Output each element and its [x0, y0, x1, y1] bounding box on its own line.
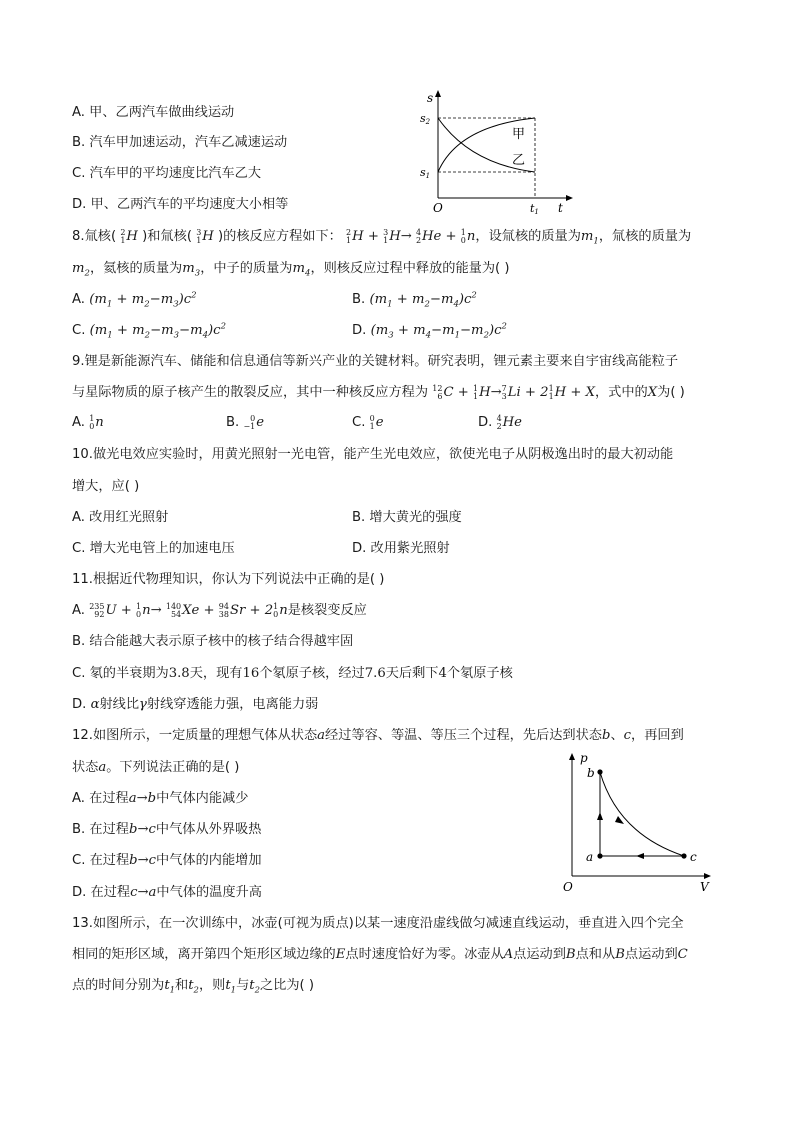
- q7-yi-label: 乙: [512, 153, 526, 168]
- q10-stem-line1: 10.做光电效应实验时，用黄光照射一光电管，能产生光电效应，欲使光电子从阴极逸出时的最大初动能: [72, 447, 674, 462]
- q12-stem-line1: 12.如图所示，一定质量的理想气体从状态a经过等容、等温、等压三个过程，先后达到状态b、c，再回到: [72, 728, 684, 743]
- q10-option-a: A. 改用红光照射: [72, 510, 169, 525]
- q12-point-c: [681, 853, 686, 858]
- q7-s-axis-arrow: [435, 90, 441, 97]
- q9-option-d: D. 4 2 He: [478, 413, 522, 431]
- q10-option-d: D. 改用紫光照射: [352, 541, 450, 556]
- q7-t-axis-arrow: [566, 195, 573, 201]
- q13-stem-line2: 相同的矩形区域，离开第四个矩形区域边缘的E点时速度恰好为零。冰壶从A点运动到B点和从B点运动到C: [72, 947, 688, 962]
- q8-option-b: B. $(m_1 + m_2-m_4)c^2$: [352, 290, 477, 310]
- q7-s-label: s: [427, 91, 434, 105]
- q9-option-a: A. 1 0 n: [72, 413, 104, 431]
- q7-t-label: t: [558, 201, 563, 214]
- q12-option-b: B. 在过程b→c中气体从外界吸热: [72, 822, 262, 837]
- q8-stem-line2: $m_2$，氦核的质量为$m_3$，中子的质量为$m_4$，则核反应过程中释放的能量为( ): [72, 261, 510, 279]
- q12-arrow-ab: [597, 812, 603, 820]
- q9-stem-line1: 9.锂是新能源汽车、储能和信息通信等新兴产业的关键材料。研究表明，锂元素主要来自宇宙线高能粒子: [72, 354, 679, 369]
- q7-option-c: C. 汽车甲的平均速度比汽车乙大: [72, 166, 262, 181]
- q12-v-axis-arrow: [704, 873, 711, 879]
- q11-option-a: A. 235 92 U + 1 0 n→ 140 54 Xe + 94 38 Sr + 2 1 0 n是核裂变反应: [72, 601, 367, 619]
- q12-p-axis-arrow: [569, 753, 575, 760]
- q12-c-label: c: [690, 850, 697, 864]
- q12-option-d: D. 在过程c→a中气体的温度升高: [72, 885, 262, 900]
- q13-stem-line3: 点的时间分别为$t_1$和$t_2$，则$t_1$与$t_2$之比为( ): [72, 978, 315, 996]
- q10-option-c: C. 增大光电管上的加速电压: [72, 541, 235, 556]
- q12-point-a: [597, 853, 602, 858]
- q8-option-d: D. $(m_3 + m_4-m_1-m_2)c^2$: [352, 321, 507, 341]
- q11-stem: 11.根据近代物理知识，你认为下列说法中正确的是( ): [72, 572, 385, 587]
- q7-option-a: A. 甲、乙两汽车做曲线运动: [72, 105, 235, 120]
- q12-b-label: b: [587, 766, 595, 780]
- q10-stem-line2: 增大，应( ): [72, 479, 140, 494]
- q13-stem-line1: 13.如图所示，在一次训练中，冰壶(可视为质点)以某一速度沿虚线做匀减速直线运动，垂直进入四个完全: [72, 916, 684, 931]
- q12-p-label: p: [580, 751, 588, 765]
- q12-origin-label: O: [563, 880, 573, 894]
- q12-stem-line2: 状态a。下列说法正确的是( ): [72, 760, 240, 775]
- q11-option-c: C. 氡的半衰期为3.8天，现有16个氡原子核，经过7.6天后剩下4个氡原子核: [72, 666, 513, 681]
- q7-jia-label: 甲: [512, 127, 526, 142]
- q7-option-b: B. 汽车甲加速运动，汽车乙减速运动: [72, 135, 288, 150]
- q7-s2-label: s2: [420, 112, 431, 126]
- q12-pv-diagram: [560, 750, 720, 896]
- q12-point-b: [597, 769, 602, 774]
- q12-arrow-bc: [615, 816, 624, 824]
- q9-option-c: C. 0 1 e: [352, 413, 384, 431]
- q12-option-a: A. 在过程a→b中气体内能减少: [72, 791, 249, 806]
- q7-st-graph: [418, 88, 578, 214]
- q8-stem-line1: 8.氚核( 2 1 H )和氚核( 3 1 H )的核反应方程如下： 2 1 H + 3 1 H→ 4 2 He + 1 0 n，设氚核的质量为$m_1$，氚核的质量为: [72, 227, 692, 247]
- q9-option-b: B. 0 −1 e: [226, 413, 265, 431]
- q12-a-label: a: [586, 850, 594, 864]
- q7-s1-label: s1: [420, 166, 431, 180]
- q7-t1-label: t1: [530, 202, 539, 214]
- q12-arrow-ca: [636, 853, 644, 859]
- q8-option-a: A. $(m_1 + m_2-m_3)c^2$: [72, 290, 197, 310]
- q8-option-c: C. $(m_1 + m_2-m_3-m_4)c^2$: [72, 321, 226, 341]
- q7-option-d: D. 甲、乙两汽车的平均速度大小相等: [72, 197, 289, 212]
- q11-option-d: D. α射线比γ射线穿透能力强，电离能力弱: [72, 697, 319, 712]
- q7-origin-label: O: [433, 201, 443, 214]
- q12-process-bc: [600, 772, 684, 856]
- q11-option-b: B. 结合能越大表示原子核中的核子结合得越牢固: [72, 634, 354, 649]
- q9-stem-line2: 与星际物质的原子核产生的散裂反应，其中一种核反应方程为 12 6 C + 1 1 H→ 7 3 Li + 2 1 1 H + X，式中的X为( ): [72, 383, 685, 401]
- q10-option-b: B. 增大黄光的强度: [352, 510, 462, 525]
- q12-v-label: V: [700, 880, 709, 894]
- q12-option-c: C. 在过程b→c中气体的内能增加: [72, 853, 262, 868]
